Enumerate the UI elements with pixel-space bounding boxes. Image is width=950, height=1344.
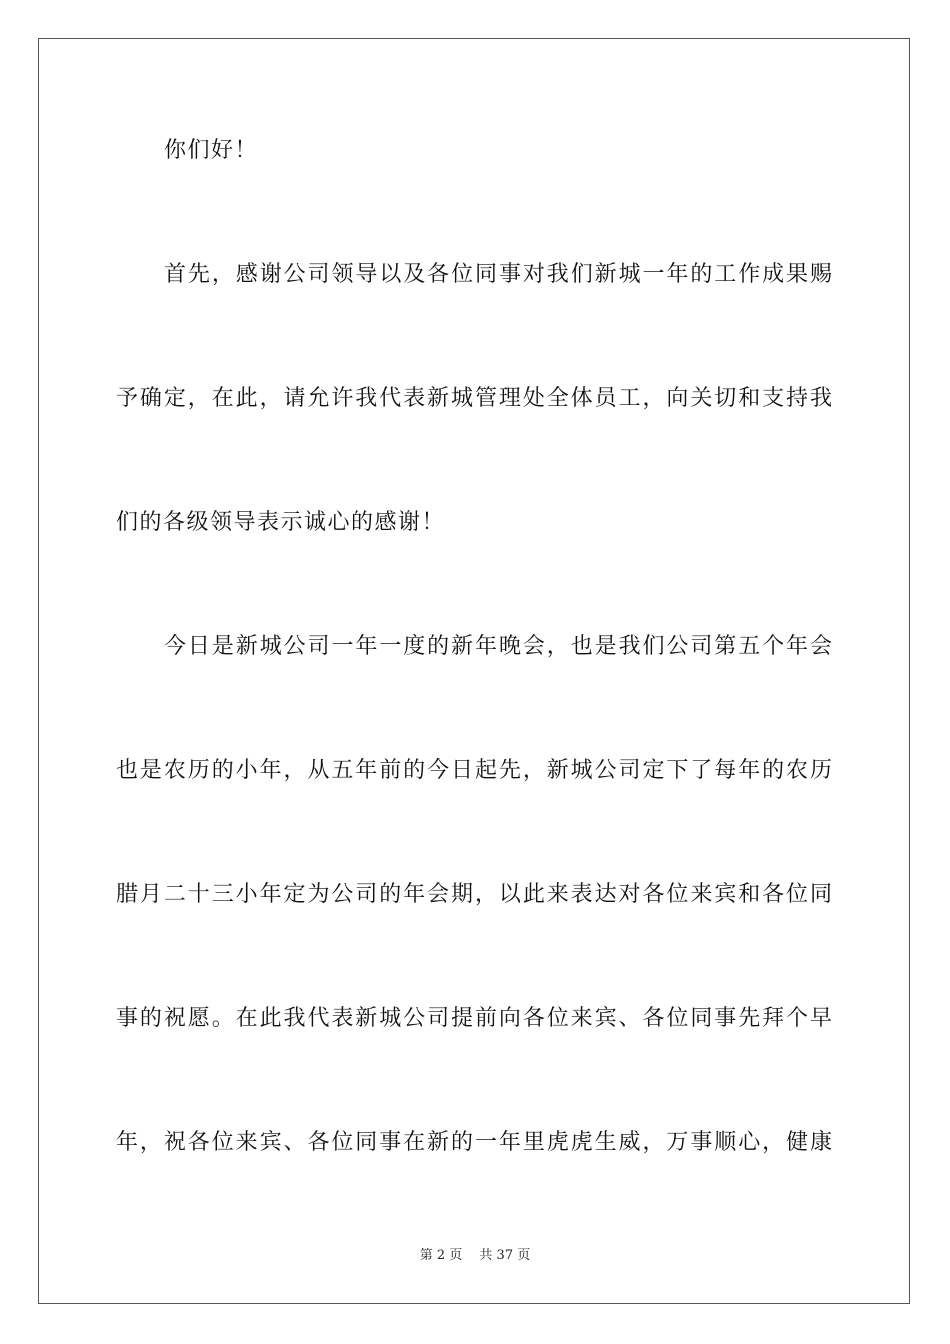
page-number-footer: 第 2 页 共 37 页 — [419, 1248, 531, 1263]
text-line: 腊月二十三小年定为公司的年会期，以此来表达对各位来宾和各位同 — [116, 882, 832, 907]
text-line: 们的各级领导表示诚心的感谢！ — [116, 510, 446, 535]
text-line: 年，祝各位来宾、各位同事在新的一年里虎虎生威，万事顺心，健康 — [116, 1130, 832, 1155]
text-line: 予确定，在此，请允许我代表新城管理处全体员工，向关切和支持我 — [116, 386, 832, 411]
text-line: 也是农历的小年，从五年前的今日起先，新城公司定下了每年的农历 — [116, 758, 832, 783]
text-line: 首先，感谢公司领导以及各位同事对我们新城一年的工作成果赐 — [164, 262, 832, 287]
text-line: 事的祝愿。在此我代表新城公司提前向各位来宾、各位同事先拜个早 — [116, 1006, 832, 1031]
text-line-greeting: 你们好！ — [164, 138, 259, 163]
page-frame — [38, 38, 910, 1304]
text-line: 今日是新城公司一年一度的新年晚会，也是我们公司第五个年会 — [164, 634, 832, 659]
